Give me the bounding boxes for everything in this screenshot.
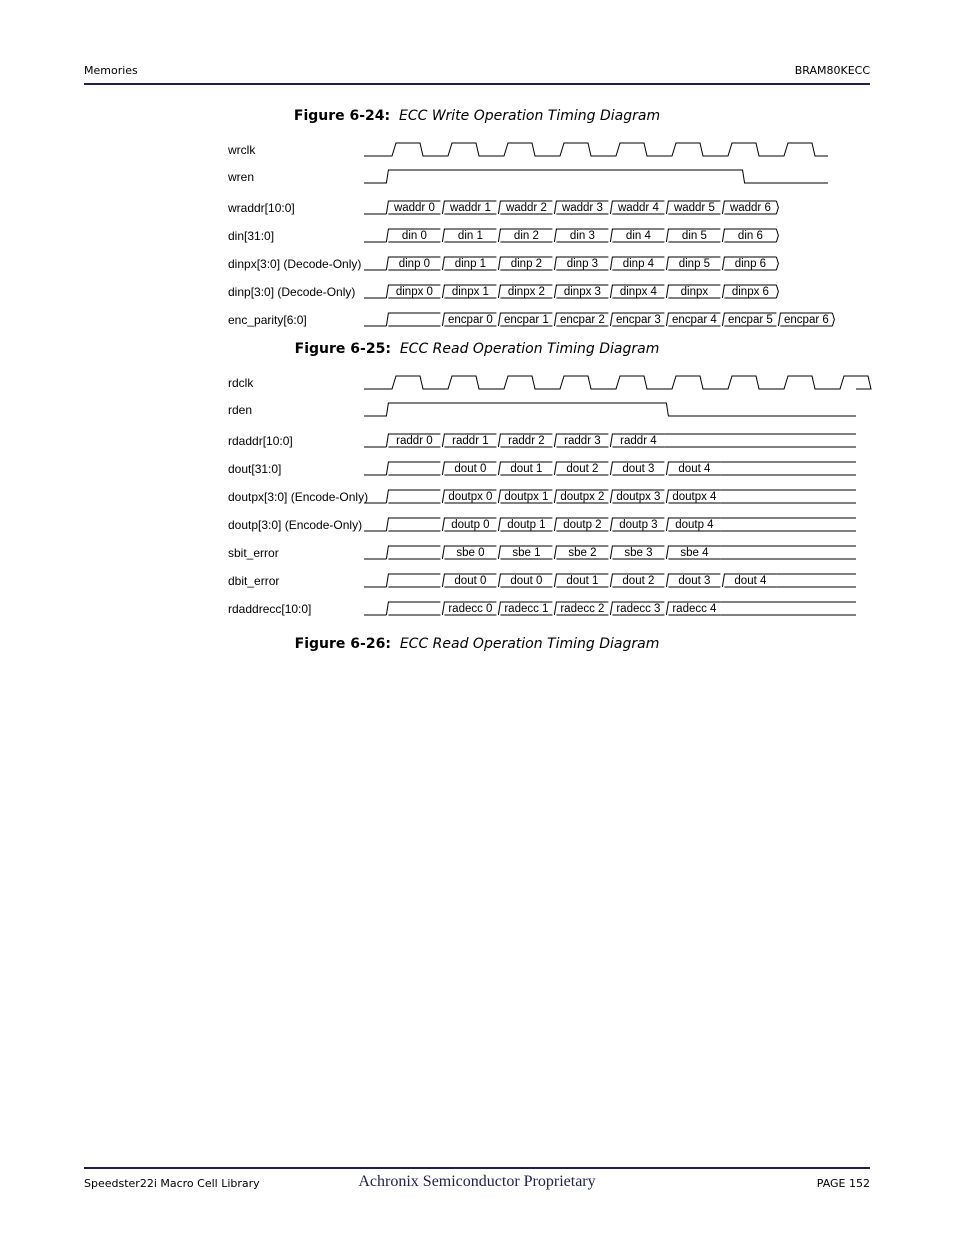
signal-din-31-0	[228, 229, 778, 243]
bus-blank-segment	[386, 490, 440, 503]
signal-label: rden	[228, 403, 253, 417]
bus-blank-segment	[386, 602, 440, 615]
bus-value: dinp 2	[510, 258, 543, 270]
footer-rule	[84, 1167, 870, 1169]
bus-value: dout 3	[622, 463, 655, 475]
bus-value: waddr 6	[729, 202, 771, 214]
bus-value: doutp 3	[619, 519, 658, 531]
bus-value: dinp 4	[622, 258, 655, 270]
signal-doutpx-3-0-encode-only	[228, 490, 856, 504]
bus-value: doutpx 0	[448, 491, 493, 503]
signal-rdaddrecc-10-0	[228, 602, 856, 616]
signal-dout-31-0	[228, 462, 856, 476]
running-header-section: Memories	[84, 64, 138, 77]
clock-waveform	[364, 143, 828, 156]
bus-end-cap	[776, 201, 778, 214]
figure-number: Figure 6-25:	[294, 341, 391, 357]
bus-value: radecc 0	[448, 603, 493, 615]
bus-value: encpar 2	[560, 314, 605, 326]
bus-tail	[720, 602, 856, 615]
figure-title: ECC Read Operation Timing Diagram	[399, 636, 660, 652]
bus-value: dout 2	[566, 463, 599, 475]
bus-value: raddr 1	[452, 435, 489, 447]
bus-tail	[720, 546, 856, 559]
bus-value: raddr 0	[396, 435, 433, 447]
bus-value: dout 3	[678, 575, 711, 587]
bus-value: din 1	[457, 230, 483, 242]
bus-value: doutpx 1	[504, 491, 549, 503]
bus-value: encpar 4	[672, 314, 717, 326]
bus-value: dout 4	[678, 463, 711, 475]
signal-label: wrclk	[228, 143, 256, 157]
bus-value: raddr 4	[620, 435, 657, 447]
bus-value: dinp 5	[678, 258, 711, 270]
bus-value: sbe 0	[456, 547, 485, 559]
figure-caption-6-24	[0, 108, 954, 124]
bus-value: doutpx 3	[616, 491, 661, 503]
signal-label: rdaddrecc[10:0]	[228, 602, 312, 616]
bus-blank-segment	[386, 313, 440, 326]
signal-rdclk	[228, 376, 871, 390]
signal-label: dinp[3:0] (Decode-Only)	[228, 285, 356, 299]
bus-value: radecc 2	[560, 603, 605, 615]
bus-value: dout 1	[510, 463, 543, 475]
bus-value: dinpx	[680, 286, 709, 298]
ecc-read-timing-diagram	[0, 364, 954, 634]
signal-wraddr-10-0	[227, 201, 778, 215]
bus-value: waddr 0	[393, 202, 435, 214]
bus-value: din 5	[681, 230, 707, 242]
bus-tail	[776, 574, 856, 587]
signal-label: dout[31:0]	[228, 462, 282, 476]
clock-waveform	[364, 376, 871, 389]
bus-value: dinpx 3	[563, 286, 601, 298]
bus-blank-segment	[386, 462, 440, 475]
bus-value: encpar 1	[504, 314, 549, 326]
bus-value: encpar 0	[448, 314, 493, 326]
bus-value: waddr 4	[617, 202, 659, 214]
figure-number: Figure 6-26:	[294, 636, 391, 652]
bus-value: waddr 3	[561, 202, 603, 214]
bus-end-cap	[776, 229, 778, 242]
bus-value: dout 0	[454, 463, 487, 475]
signal-sbit-error	[228, 546, 856, 560]
level-waveform	[364, 170, 828, 183]
signal-label: wren	[228, 170, 255, 184]
signal-rdaddr-10-0	[228, 434, 856, 448]
bus-value: dout 0	[510, 575, 543, 587]
bus-value: dinp 6	[734, 258, 767, 270]
bus-value: radecc 1	[504, 603, 549, 615]
bus-end-cap	[776, 285, 778, 298]
bus-tail	[664, 434, 856, 447]
signal-doutp-3-0-encode-only	[228, 518, 856, 532]
bus-value: dinpx 1	[451, 286, 489, 298]
bus-tail	[720, 518, 856, 531]
bus-value: encpar 3	[616, 314, 661, 326]
bus-value: doutp 4	[675, 519, 714, 531]
running-header-part: BRAM80KECC	[794, 64, 870, 77]
bus-value: waddr 1	[449, 202, 491, 214]
figure-caption-6-26	[0, 636, 954, 652]
footer-proprietary: Achronix Semiconductor Proprietary	[358, 1173, 596, 1190]
bus-end-cap	[776, 257, 778, 270]
signal-label: dinpx[3:0] (Decode-Only)	[228, 257, 362, 271]
signal-dinpx-3-0-decode-only	[228, 257, 778, 271]
figure-title: ECC Read Operation Timing Diagram	[399, 341, 660, 357]
bus-blank-segment	[386, 518, 440, 531]
bus-value: raddr 3	[564, 435, 601, 447]
bus-value: doutp 1	[507, 519, 546, 531]
bus-blank-segment	[386, 546, 440, 559]
bus-value: dout 4	[734, 575, 767, 587]
footer-page-number: PAGE 152	[816, 1177, 870, 1190]
bus-value: dinpx 2	[507, 286, 545, 298]
signal-dinp-3-0-decode-only	[228, 285, 778, 299]
signal-label: rdaddr[10:0]	[228, 434, 293, 448]
bus-value: din 2	[513, 230, 539, 242]
signal-enc-parity-6-0	[228, 313, 834, 327]
bus-value: dout 1	[566, 575, 599, 587]
bus-tail	[720, 462, 856, 475]
bus-value: doutp 0	[451, 519, 490, 531]
signal-rden	[228, 403, 856, 417]
signal-label: din[31:0]	[228, 229, 275, 243]
bus-value: encpar 5	[728, 314, 773, 326]
bus-value: sbe 1	[512, 547, 541, 559]
bus-value: waddr 5	[673, 202, 715, 214]
signal-label: sbit_error	[228, 546, 279, 560]
bus-value: dinpx 6	[731, 286, 769, 298]
bus-value: sbe 3	[624, 547, 653, 559]
bus-blank-segment	[386, 574, 440, 587]
bus-value: din 3	[569, 230, 595, 242]
bus-value: radecc 4	[672, 603, 717, 615]
level-waveform	[364, 403, 856, 416]
signal-wren	[227, 170, 828, 184]
signal-label: dbit_error	[228, 574, 280, 588]
bus-value: dinpx 0	[395, 286, 433, 298]
bus-value: dinp 1	[454, 258, 487, 270]
bus-value: raddr 2	[508, 435, 545, 447]
signal-label: enc_parity[6:0]	[228, 313, 307, 327]
bus-value: doutp 2	[563, 519, 602, 531]
bus-end-cap	[832, 313, 834, 326]
bus-value: doutpx 4	[672, 491, 717, 503]
figure-title: ECC Write Operation Timing Diagram	[399, 108, 661, 124]
signal-label: doutpx[3:0] (Encode-Only)	[228, 490, 369, 504]
bus-value: sbe 4	[680, 547, 709, 559]
figure-caption-6-25	[0, 341, 954, 357]
bus-value: dout 0	[454, 575, 487, 587]
signal-label: rdclk	[228, 376, 254, 390]
bus-value: dinp 0	[398, 258, 431, 270]
signal-label: wraddr[10:0]	[228, 201, 295, 215]
bus-value: din 6	[737, 230, 763, 242]
bus-value: waddr 2	[505, 202, 547, 214]
signal-dbit-error	[228, 574, 856, 588]
bus-tail	[720, 490, 856, 503]
header-rule	[84, 83, 870, 85]
signal-wrclk	[227, 143, 828, 157]
bus-value: encpar 6	[784, 314, 829, 326]
bus-value: dinpx 4	[619, 286, 657, 298]
bus-value: doutpx 2	[560, 491, 605, 503]
signal-label: doutp[3:0] (Encode-Only)	[228, 518, 363, 532]
figure-number: Figure 6-24:	[293, 108, 391, 124]
bus-value: radecc 3	[616, 603, 661, 615]
bus-value: dout 2	[622, 575, 655, 587]
bus-value: din 0	[401, 230, 427, 242]
bus-value: dinp 3	[566, 258, 599, 270]
ecc-write-timing-diagram	[0, 130, 954, 370]
bus-value: sbe 2	[568, 547, 597, 559]
bus-value: din 4	[625, 230, 651, 242]
footer-doc-title: Speedster22i Macro Cell Library	[84, 1177, 260, 1190]
